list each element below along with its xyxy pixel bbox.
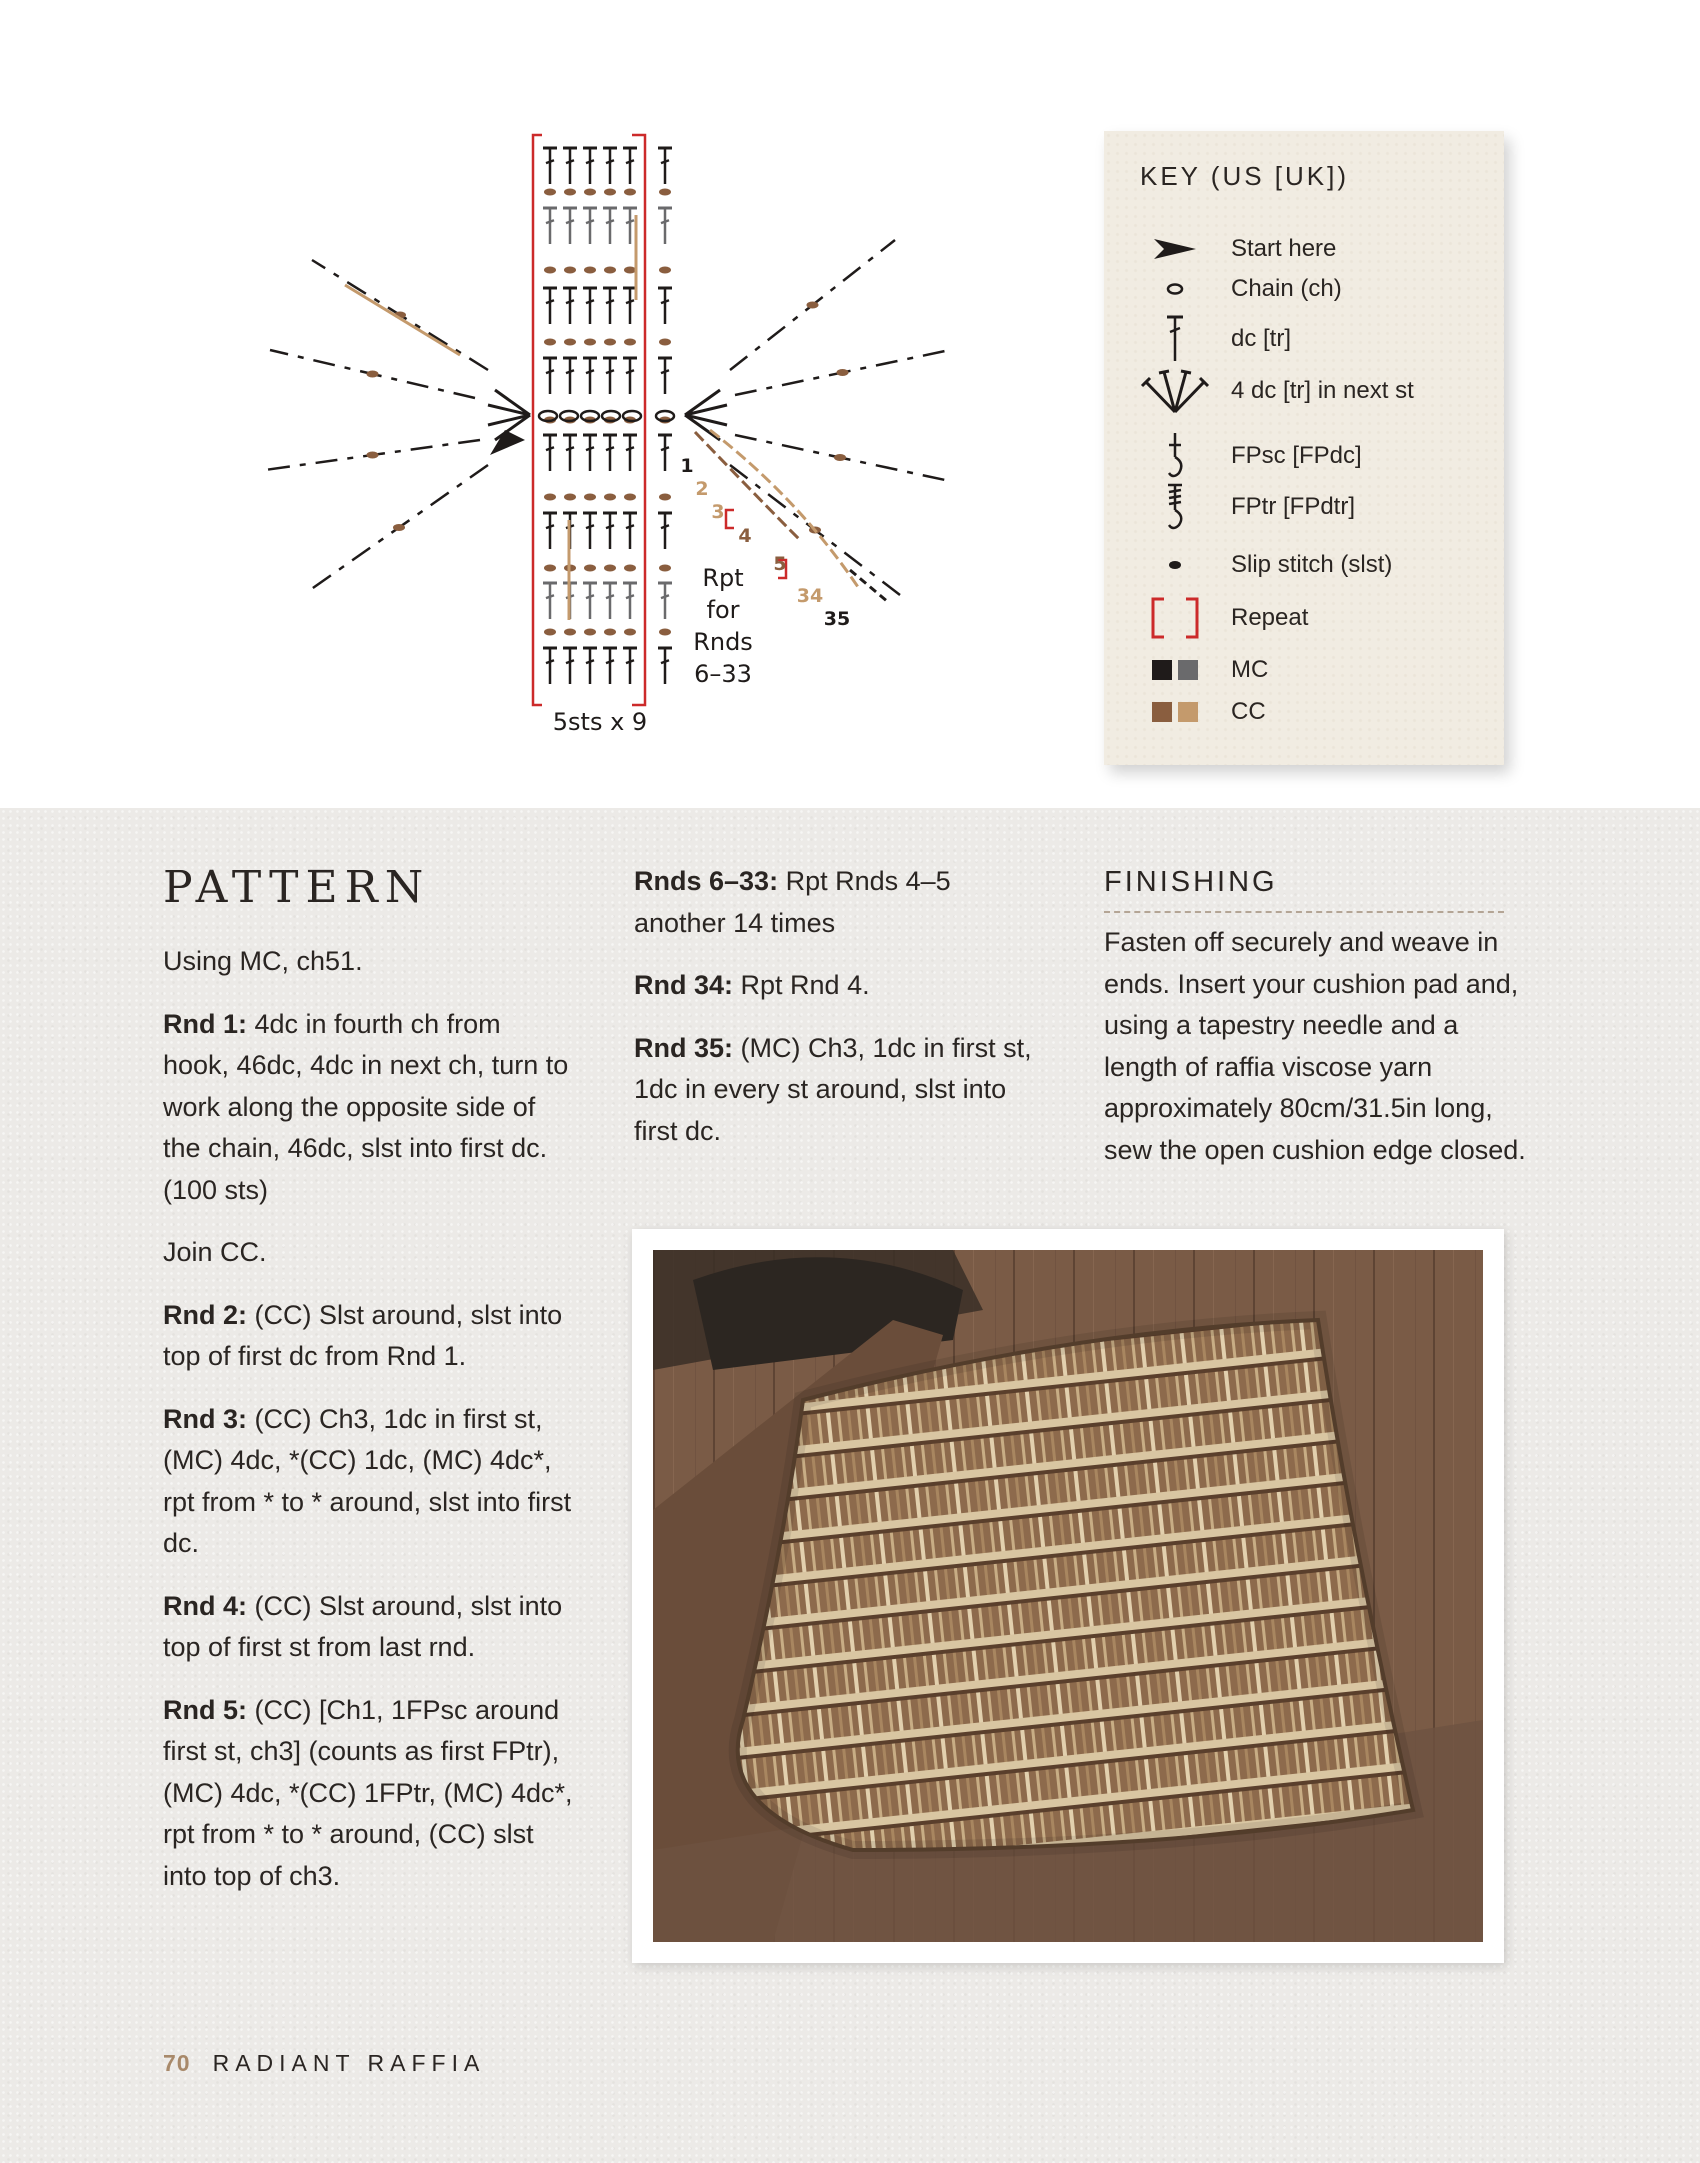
pattern-title: PATTERN bbox=[163, 862, 431, 913]
slst-stitch bbox=[624, 267, 636, 274]
key-item-label: Slip stitch (slst) bbox=[1231, 551, 1393, 578]
mc-symbol-icon bbox=[1140, 650, 1210, 690]
key-title: KEY (US [UK]) bbox=[1140, 161, 1350, 191]
photo-frame bbox=[632, 1229, 1504, 1963]
finishing-column bbox=[1104, 922, 1534, 1192]
round-number-label: 5 bbox=[773, 553, 787, 575]
round-text: (CC) Slst around, slst into top of first dc from Rnd 1. bbox=[163, 1299, 563, 1371]
page-footer bbox=[163, 2050, 485, 2077]
round-number-label: 4 bbox=[738, 525, 752, 547]
fptr-spoke bbox=[345, 285, 460, 355]
key-item-label: MC bbox=[1231, 656, 1269, 683]
slst-stitch bbox=[367, 371, 379, 378]
finishing-divider bbox=[1104, 911, 1504, 913]
slst-stitch bbox=[837, 369, 849, 376]
dc-stitch bbox=[603, 358, 617, 394]
dc-stitch bbox=[603, 583, 617, 619]
slst-stitch bbox=[544, 494, 556, 501]
cushion-photo bbox=[653, 1250, 1483, 1942]
round-label: Rnd 3: bbox=[163, 1403, 247, 1434]
pattern-round bbox=[634, 861, 1034, 944]
dc-stitch bbox=[623, 435, 637, 471]
round-label: Rnds 6–33: bbox=[634, 866, 779, 896]
round-text: 4dc in fourth ch from hook, 46dc, 4dc in next ch, turn to work along the opposite side of the chain, 46dc, slst into first dc. (100 sts) bbox=[163, 1008, 569, 1205]
dc-stitch bbox=[583, 148, 597, 184]
key-item-repeat bbox=[1104, 598, 1504, 638]
key-item-label: Start here bbox=[1231, 235, 1337, 262]
round-text: (CC) Slst around, slst into top of first st from last rnd. bbox=[163, 1590, 563, 1662]
slst-stitch bbox=[624, 494, 636, 501]
round-text: Join CC. bbox=[163, 1237, 267, 1267]
repeat-note-label: Rnds bbox=[693, 628, 753, 656]
dc-stitch bbox=[583, 513, 597, 549]
dc-stitch bbox=[583, 358, 597, 394]
slst-stitch bbox=[584, 494, 596, 501]
start-here-symbol-icon bbox=[1140, 229, 1210, 269]
dc-stitch bbox=[658, 513, 672, 549]
dc-stitch bbox=[603, 148, 617, 184]
slst-stitch bbox=[584, 339, 596, 346]
slst-stitch bbox=[564, 189, 576, 196]
pattern-round bbox=[163, 1232, 573, 1274]
fptr-symbol-icon bbox=[1140, 487, 1210, 527]
fan-symbol-icon bbox=[1140, 371, 1210, 411]
dc-stitch bbox=[543, 435, 557, 471]
round-label: Rnd 34: bbox=[634, 970, 734, 1000]
cc-symbol-icon bbox=[1140, 692, 1210, 732]
dc-stitch bbox=[543, 288, 557, 324]
slst-stitch bbox=[584, 565, 596, 572]
round-number-label: 34 bbox=[796, 585, 824, 607]
key-item-dc bbox=[1104, 319, 1504, 359]
pattern-round bbox=[163, 1586, 573, 1669]
slst-stitch bbox=[624, 189, 636, 196]
repeat-note-label: Rpt bbox=[702, 564, 744, 592]
round-label: Rnd 4: bbox=[163, 1590, 247, 1621]
key-item-fpsc bbox=[1104, 436, 1504, 476]
dc-stitch bbox=[658, 288, 672, 324]
round-text: (CC) Ch3, 1dc in first st, (MC) 4dc, *(CC) 1dc, (MC) 4dc*, rpt from * to * around, slst into first dc. bbox=[163, 1403, 572, 1558]
slst-stitch bbox=[624, 629, 636, 636]
repeat-count-label: 5sts x 9 bbox=[552, 708, 648, 736]
page-number: 70 bbox=[163, 2050, 191, 2076]
round-label: Rnd 35: bbox=[634, 1032, 734, 1063]
round-text: (MC) Ch3, 1dc in first st, 1dc in every st around, slst into first dc. bbox=[634, 1032, 1032, 1146]
dc-symbol-icon bbox=[1140, 319, 1210, 359]
key-item-label: dc [tr] bbox=[1231, 325, 1292, 352]
repeat-symbol-icon bbox=[1140, 598, 1210, 638]
key-card bbox=[1104, 131, 1504, 765]
slst-stitch bbox=[659, 339, 671, 346]
slst-stitch bbox=[544, 267, 556, 274]
key-item-slst bbox=[1104, 545, 1504, 585]
key-item-label: FPtr [FPdtr] bbox=[1231, 493, 1356, 520]
pattern-intro: Using MC, ch51. bbox=[163, 946, 363, 976]
slst-stitch bbox=[584, 189, 596, 196]
dc-stitch bbox=[603, 288, 617, 324]
dc-stitch bbox=[658, 358, 672, 394]
dc-stitch bbox=[658, 435, 672, 471]
dc-stitch bbox=[658, 148, 672, 184]
pattern-column-2 bbox=[634, 861, 1034, 1173]
slst-stitch bbox=[544, 565, 556, 572]
key-item-label: FPsc [FPdc] bbox=[1231, 442, 1362, 469]
fan-stitch bbox=[685, 390, 727, 440]
dc-stitch bbox=[658, 583, 672, 619]
dc-stitch bbox=[563, 435, 577, 471]
dc-stitch bbox=[543, 513, 557, 549]
finishing-title: FINISHING bbox=[1104, 866, 1278, 898]
slst-stitch bbox=[624, 339, 636, 346]
pattern-round bbox=[163, 1690, 573, 1898]
slst-stitch bbox=[604, 629, 616, 636]
round-number-label: 3 bbox=[711, 501, 725, 523]
round-number-label: 35 bbox=[823, 608, 851, 630]
pattern-round bbox=[163, 1004, 573, 1212]
dc-stitch bbox=[603, 648, 617, 684]
slst-stitch bbox=[659, 189, 671, 196]
slst-stitch bbox=[584, 267, 596, 274]
dc-stitch bbox=[623, 148, 637, 184]
round-text: (CC) [Ch1, 1FPsc around first st, ch3] (counts as first FPtr), (MC) 4dc, *(CC) 1FPtr, (MC) 4dc*, rpt from * to * around, (CC) slst into top of ch3. bbox=[163, 1694, 573, 1891]
dc-stitch bbox=[563, 288, 577, 324]
dc-stitch bbox=[583, 583, 597, 619]
dc-stitch bbox=[543, 583, 557, 619]
dc-stitch bbox=[583, 288, 597, 324]
crochet-chart bbox=[240, 120, 1000, 760]
dc-stitch bbox=[623, 358, 637, 394]
slst-stitch bbox=[659, 629, 671, 636]
slst-stitch bbox=[604, 189, 616, 196]
round-number-label: 1 bbox=[680, 455, 694, 477]
round-label: Rnd 2: bbox=[163, 1299, 247, 1330]
key-item-mc bbox=[1104, 650, 1504, 690]
slst-stitch bbox=[564, 267, 576, 274]
pattern-column-1 bbox=[163, 941, 573, 1918]
cushion-illustration bbox=[653, 1250, 1483, 1942]
chain-symbol-icon bbox=[1140, 269, 1210, 309]
key-item-label: CC bbox=[1231, 698, 1266, 725]
slst-stitch bbox=[367, 452, 379, 459]
pattern-round bbox=[634, 1028, 1034, 1153]
key-item-start-here bbox=[1104, 229, 1504, 269]
dc-stitch bbox=[543, 358, 557, 394]
key-item-label: Chain (ch) bbox=[1231, 275, 1342, 302]
dc-stitch bbox=[623, 513, 637, 549]
slst-stitch bbox=[393, 524, 405, 531]
round-text: Rpt Rnds 4–5 another 14 times bbox=[634, 866, 951, 938]
key-item-label: 4 dc [tr] in next st bbox=[1231, 377, 1414, 404]
dc-stitch bbox=[543, 148, 557, 184]
dc-stitch bbox=[623, 648, 637, 684]
dc-stitch bbox=[603, 435, 617, 471]
dc-stitch bbox=[623, 583, 637, 619]
dc-stitch bbox=[563, 148, 577, 184]
round-label: Rnd 1: bbox=[163, 1008, 247, 1039]
slst-stitch bbox=[584, 629, 596, 636]
key-item-cc bbox=[1104, 692, 1504, 732]
fpsc-symbol-icon bbox=[1140, 436, 1210, 476]
round-label: Rnd 5: bbox=[163, 1694, 247, 1725]
slst-stitch bbox=[604, 267, 616, 274]
dc-stitch bbox=[583, 208, 597, 244]
pattern-round bbox=[163, 1295, 573, 1378]
pattern-round bbox=[634, 965, 1034, 1007]
book-title: RADIANT RAFFIA bbox=[212, 2050, 486, 2076]
round-number-label: 2 bbox=[695, 478, 709, 500]
slst-stitch bbox=[544, 189, 556, 196]
slst-symbol-icon bbox=[1140, 545, 1210, 585]
dc-stitch bbox=[603, 513, 617, 549]
dc-stitch bbox=[658, 648, 672, 684]
finishing-text: Fasten off securely and weave in ends. Insert your cushion pad and, using a tapestry needle and a length of raffia viscose yarn approximately 80cm/31.5in long, sew the open cushion edge closed. bbox=[1104, 927, 1526, 1165]
start-arrow bbox=[490, 430, 525, 455]
slst-stitch bbox=[624, 565, 636, 572]
slst-stitch bbox=[604, 565, 616, 572]
repeat-note-label: for bbox=[706, 596, 740, 624]
slst-stitch bbox=[544, 339, 556, 346]
slst-stitch bbox=[544, 629, 556, 636]
slst-stitch bbox=[659, 494, 671, 501]
slst-stitch bbox=[834, 454, 846, 461]
slst-stitch bbox=[604, 494, 616, 501]
dc-stitch bbox=[583, 435, 597, 471]
dc-stitch bbox=[563, 358, 577, 394]
slst-stitch bbox=[564, 629, 576, 636]
slst-stitch bbox=[659, 267, 671, 274]
dc-stitch bbox=[543, 648, 557, 684]
repeat-bracket bbox=[726, 510, 734, 528]
round-chain bbox=[695, 432, 800, 540]
dc-stitch bbox=[563, 648, 577, 684]
slst-stitch bbox=[807, 302, 819, 309]
slst-stitch bbox=[564, 339, 576, 346]
repeat-note-label: 6–33 bbox=[694, 660, 752, 688]
dc-stitch bbox=[583, 648, 597, 684]
slst-stitch bbox=[659, 565, 671, 572]
pattern-round bbox=[163, 1399, 573, 1565]
slst-stitch bbox=[604, 339, 616, 346]
key-item-fan bbox=[1104, 371, 1504, 411]
dc-stitch bbox=[563, 208, 577, 244]
key-item-chain bbox=[1104, 269, 1504, 309]
key-item-fptr bbox=[1104, 487, 1504, 527]
dc-stitch bbox=[543, 208, 557, 244]
key-item-label: Repeat bbox=[1231, 604, 1309, 631]
round-text: Rpt Rnd 4. bbox=[733, 970, 870, 1000]
dc-stitch bbox=[603, 208, 617, 244]
slst-stitch bbox=[564, 494, 576, 501]
dc-stitch bbox=[658, 208, 672, 244]
